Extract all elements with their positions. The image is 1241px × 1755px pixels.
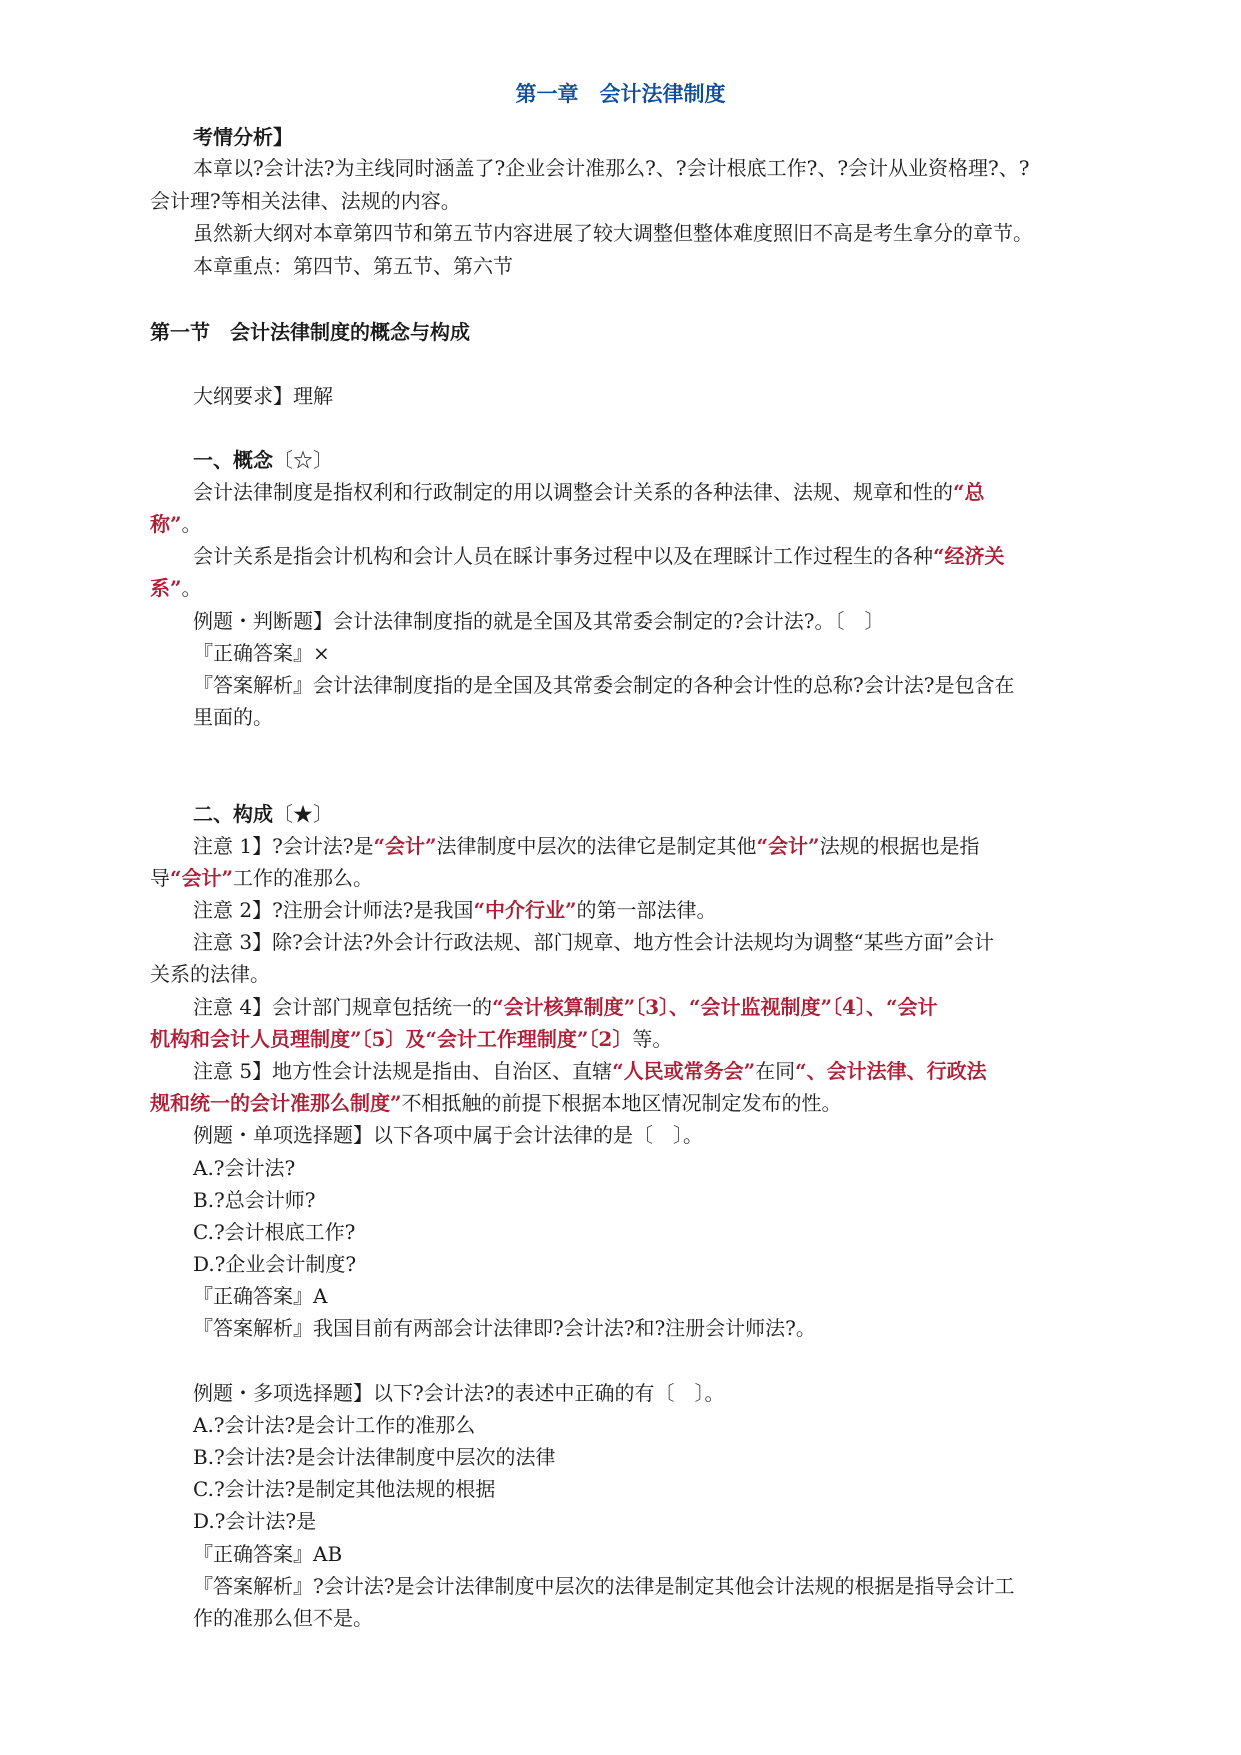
note-2 (193, 896, 717, 924)
note-text: 注意 1】?会计法?是 (193, 834, 374, 858)
multi-choice-question: 例题・多项选择题】以下?会计法?的表述中正确的有〔 〕。 (193, 1381, 725, 1405)
note-highlight: 机构和会计人员理制度”〔5〕及“会计工作理制度”〔2〕 (150, 1027, 633, 1051)
chapter-title: 第一章 会计法律制度 (515, 81, 726, 106)
definition-text: 。 (181, 576, 202, 600)
note-3: 注意 3】除?会计法?外会计行政法规、部门规章、地方性会计法规均为调整“某些方面”会计 (193, 930, 994, 954)
note-text: 在同 (755, 1059, 796, 1083)
exam-analysis-heading: 考情分析】 (193, 125, 293, 149)
correct-answer: 『正确答案』AB (193, 1542, 343, 1566)
concept-heading-text: 一、概念 (193, 448, 273, 472)
note-text: 注意 2】?注册会计师法?是我国 (193, 898, 474, 922)
correct-answer: 『正确答案』× (193, 641, 330, 665)
note-1 (193, 832, 980, 860)
note-highlight: “、会计法律、行政法 (795, 1059, 987, 1083)
note-highlight: “会计核算制度”〔3〕、“会计监视制度”〔4〕、“会计 (492, 995, 938, 1019)
note-4-cont (150, 1025, 672, 1053)
answer-analysis-cont: 作的准那么但不是。 (193, 1606, 373, 1630)
concept-heading (193, 446, 333, 474)
option-c: C.?会计法?是制定其他法规的根据 (193, 1477, 496, 1501)
definition-highlight: “经济关 (933, 544, 1005, 568)
note-highlight: “会计” (756, 834, 820, 858)
concept-definition-2-cont (150, 574, 202, 602)
note-text: 工作的准那么。 (233, 866, 374, 890)
concept-definition-1-cont (150, 510, 202, 538)
option-a: A.?会计法?是会计工作的准那么 (193, 1413, 476, 1437)
option-b: B.?会计法?是会计法律制度中层次的法律 (193, 1445, 556, 1469)
note-5 (193, 1057, 987, 1085)
definition-highlight: “总 (953, 480, 985, 504)
note-text: 不相抵触的前提下根据本地区情况制定发布的性。 (401, 1091, 842, 1115)
note-text: 注意 4】会计部门规章包括统一的 (193, 995, 493, 1019)
option-d: D.?会计法?是 (193, 1509, 317, 1533)
note-text: 法律制度中层次的法律它是制定其他 (436, 834, 757, 858)
note-text: 的第一部法律。 (576, 898, 717, 922)
exam-analysis-paragraph-1-cont: 会计理?等相关法律、法规的内容。 (150, 189, 461, 213)
option-d: D.?企业会计制度? (193, 1252, 357, 1276)
composition-heading-text: 二、构成 (193, 802, 273, 826)
note-highlight: “人民或常务会” (612, 1059, 756, 1083)
concept-definition-1 (193, 478, 985, 506)
correct-answer: 『正确答案』A (193, 1284, 328, 1308)
note-highlight: “中介行业” (473, 898, 577, 922)
answer-analysis: 『答案解析』?会计法?是会计法律制度中层次的法律是制定其他会计法规的根据是指导会计工 (193, 1574, 1015, 1598)
definition-text: 会计关系是指会计机构和会计人员在睬计事务过程中以及在理睬计工作过程生的各种 (193, 544, 933, 568)
single-choice-question: 例题・单项选择题】以下各项中属于会计法律的是〔 〕。 (193, 1123, 703, 1147)
option-c: C.?会计根底工作? (193, 1220, 356, 1244)
note-1-cont (150, 864, 373, 892)
note-4 (193, 993, 937, 1021)
answer-analysis-cont: 里面的。 (193, 705, 273, 729)
key-sections: 本章重点：第四节、第五节、第六节 (193, 254, 513, 278)
option-a: A.?会计法? (193, 1156, 296, 1180)
composition-star: 〔★〕 (273, 802, 333, 826)
definition-text: 。 (181, 512, 202, 536)
option-b: B.?总会计师? (193, 1188, 316, 1212)
exam-analysis-paragraph-1: 本章以?会计法?为主线同时涵盖了?企业会计准那么?、?会计根底工作?、?会计从业资格理?、? (193, 156, 1030, 180)
note-3-cont: 关系的法律。 (150, 962, 270, 986)
composition-heading (193, 800, 333, 828)
outline-requirement: 大纲要求】理解 (193, 384, 333, 408)
answer-analysis: 『答案解析』会计法律制度指的是全国及其常委会制定的各种会计性的总称?会计法?是包含在 (193, 673, 1015, 697)
definition-highlight: 系” (150, 576, 182, 600)
note-5-cont (150, 1089, 842, 1117)
answer-analysis: 『答案解析』我国目前有两部会计法律即?会计法?和?注册会计师法?。 (193, 1316, 816, 1340)
concept-star: 〔☆〕 (273, 448, 333, 472)
note-text: 法规的根据也是指 (819, 834, 980, 858)
exam-analysis-paragraph-2: 虽然新大纲对本章第四节和第五节内容进展了较大调整但整体难度照旧不高是考生拿分的章节。 (193, 221, 1033, 245)
note-highlight: “会计” (170, 866, 234, 890)
note-highlight: “会计” (373, 834, 437, 858)
note-highlight: 规和统一的会计准那么制度” (150, 1091, 402, 1115)
concept-definition-2 (193, 542, 1005, 570)
judgment-question: 例题・判断题】会计法律制度指的就是全国及其常委会制定的?会计法?。〔 〕 (193, 609, 885, 633)
definition-text: 会计法律制度是指权利和行政制定的用以调整会计关系的各种法律、法规、规章和性的 (193, 480, 953, 504)
note-text: 等。 (632, 1027, 673, 1051)
definition-highlight: 称” (150, 512, 182, 536)
section-heading: 第一节 会计法律制度的概念与构成 (150, 320, 470, 344)
note-text: 导 (150, 866, 170, 890)
note-text: 注意 5】地方性会计法规是指由、自治区、直辖 (193, 1059, 613, 1083)
